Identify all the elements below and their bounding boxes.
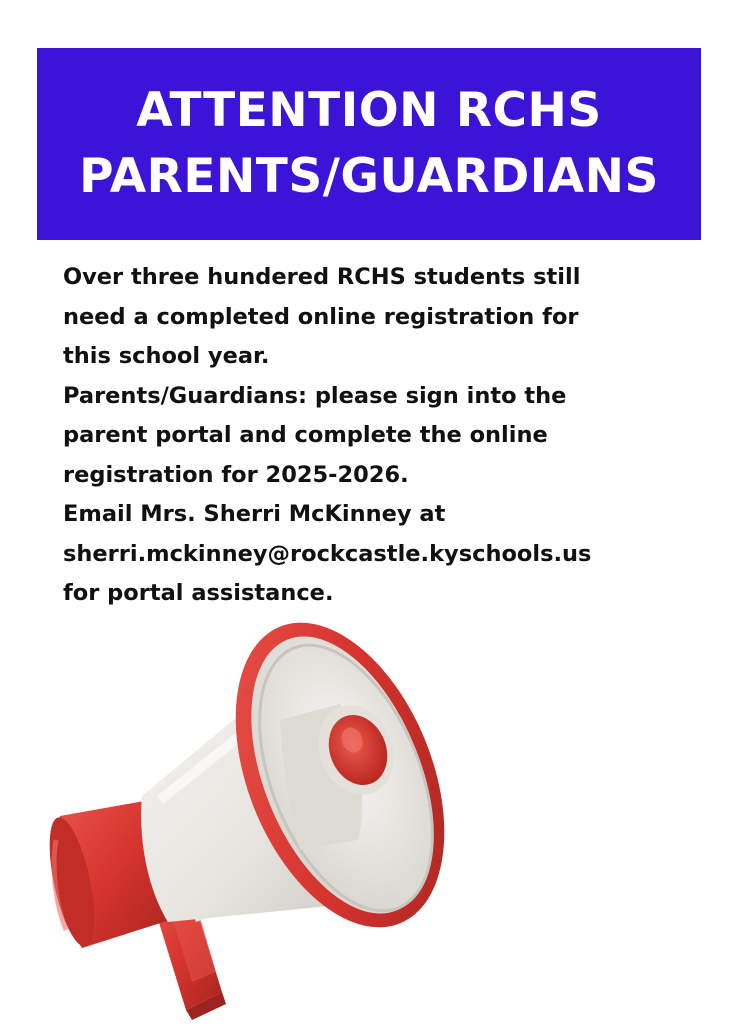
- body-line-6: registration for 2025-2026.: [63, 461, 409, 488]
- announcement-body: [63, 258, 703, 614]
- body-line-5: parent portal and complete the online: [63, 422, 548, 448]
- banner-title-line-2: PARENTS/GUARDIANS: [79, 149, 659, 204]
- body-line-1: Over three hundered RCHS students still: [63, 264, 581, 290]
- body-line-7: Email Mrs. Sherri McKinney at: [63, 501, 446, 527]
- megaphone-icon: [20, 600, 460, 1024]
- body-line-3: this school year.: [63, 343, 270, 369]
- body-line-4: Parents/Guardians: please sign into the: [63, 382, 567, 409]
- body-line-2: need a completed online registration for: [63, 303, 579, 330]
- banner-title-line-1: ATTENTION RCHS: [136, 83, 602, 138]
- title-banner: [37, 48, 701, 240]
- body-line-9: for portal assistance.: [63, 580, 334, 606]
- email-address: sherri.mckinney@rockcastle.kyschools.us: [63, 540, 592, 567]
